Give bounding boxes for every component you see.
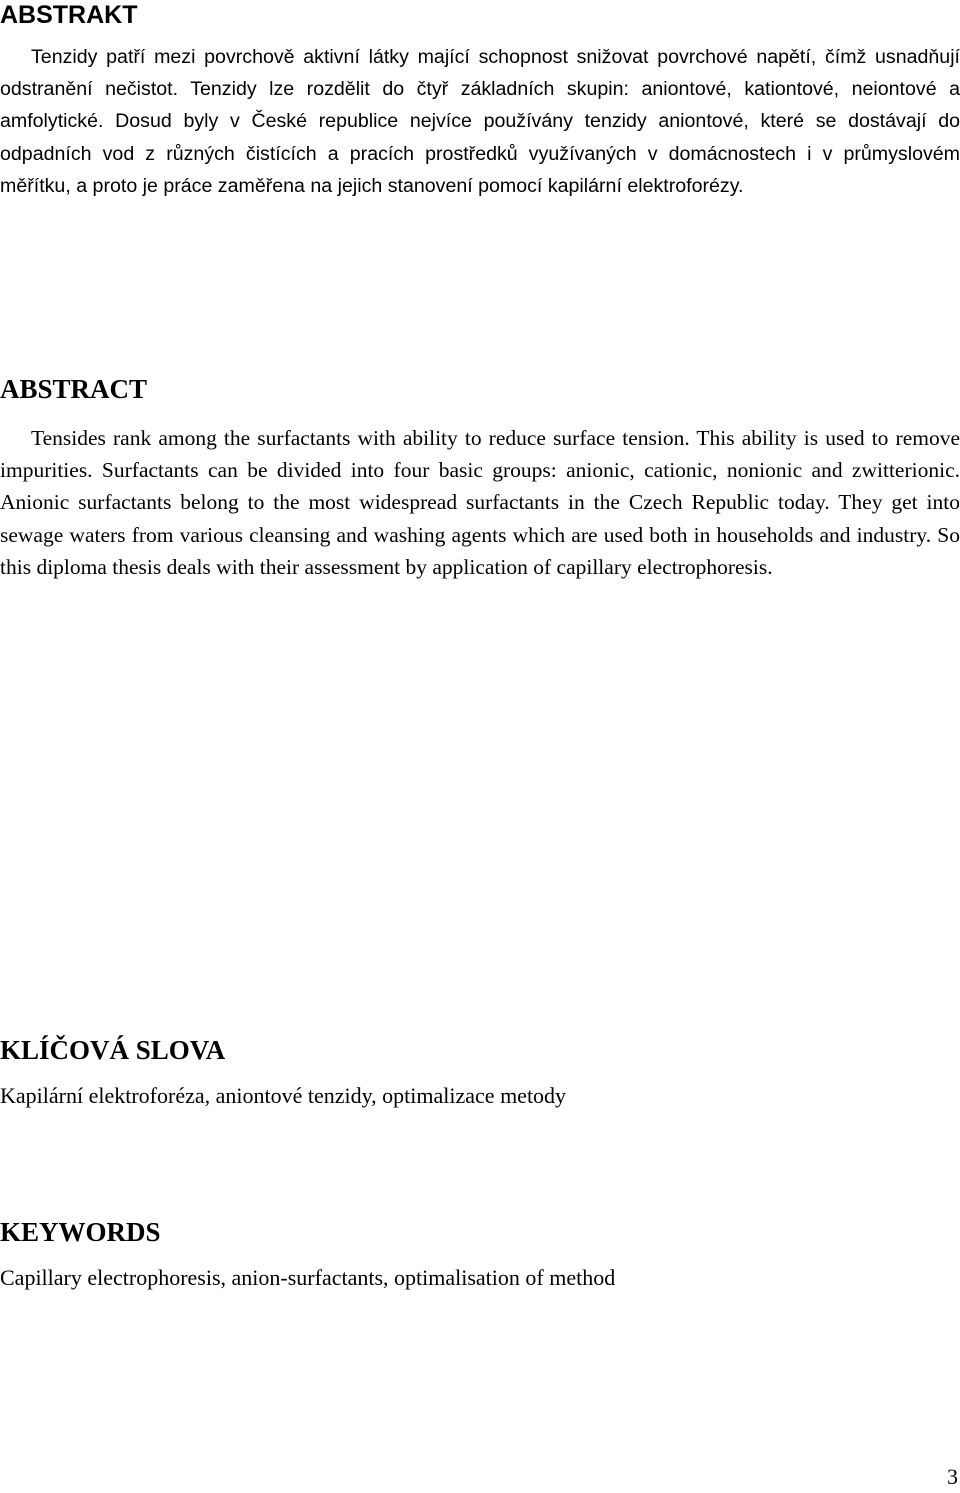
abstract-section xyxy=(0,373,960,583)
abstrakt-heading: ABSTRAKT xyxy=(0,1,138,29)
abstract-paragraph: Tensides rank among the surfactants with ability to reduce surface tension. This ability is used to remove impurities. Surfactants can be divided into four basic groups: anionic, cationic, nonionic and zwitterionic. Anionic surfactants belong to the most widespread surfactants in the Czech Republic today. They get into sewage waters from various cleansing and washing agents which are used both in households and industry. So this diploma thesis deals with their assessment by application of capillary electrophoresis. xyxy=(0,426,960,579)
keywords-text: Capillary electrophoresis, anion-surfactants, optimalisation of method xyxy=(0,1265,616,1290)
klicova-slova-text: Kapilární elektroforéza, aniontové tenzidy, optimalizace metody xyxy=(0,1083,567,1108)
abstrakt-section xyxy=(0,0,960,202)
keywords-section xyxy=(0,1216,960,1294)
keywords-heading: KEYWORDS xyxy=(0,1217,161,1247)
klicova-slova-heading: KLÍČOVÁ SLOVA xyxy=(0,1035,226,1065)
page-number: 3 xyxy=(947,1464,958,1489)
abstract-heading: ABSTRACT xyxy=(0,374,148,404)
abstrakt-paragraph: Tenzidy patří mezi povrchově aktivní látky mající schopnost snižovat povrchové napětí, čímž usnadňují odstranění nečistot. Tenzidy lze rozdělit do čtyř základních skupin: aniontové, kationtové, neiontové a amfolytické. Dosud byly v České republice nejvíce používány tenzidy aniontové, které se dostávají do odpadních vod z různých čistících a pracích prostředků využívaných v domácnostech i v průmyslovém měřítku, a proto je práce zaměřena na jejich stanovení pomocí kapilární elektroforézy. xyxy=(0,46,960,197)
klicova-slova-section xyxy=(0,1034,960,1112)
